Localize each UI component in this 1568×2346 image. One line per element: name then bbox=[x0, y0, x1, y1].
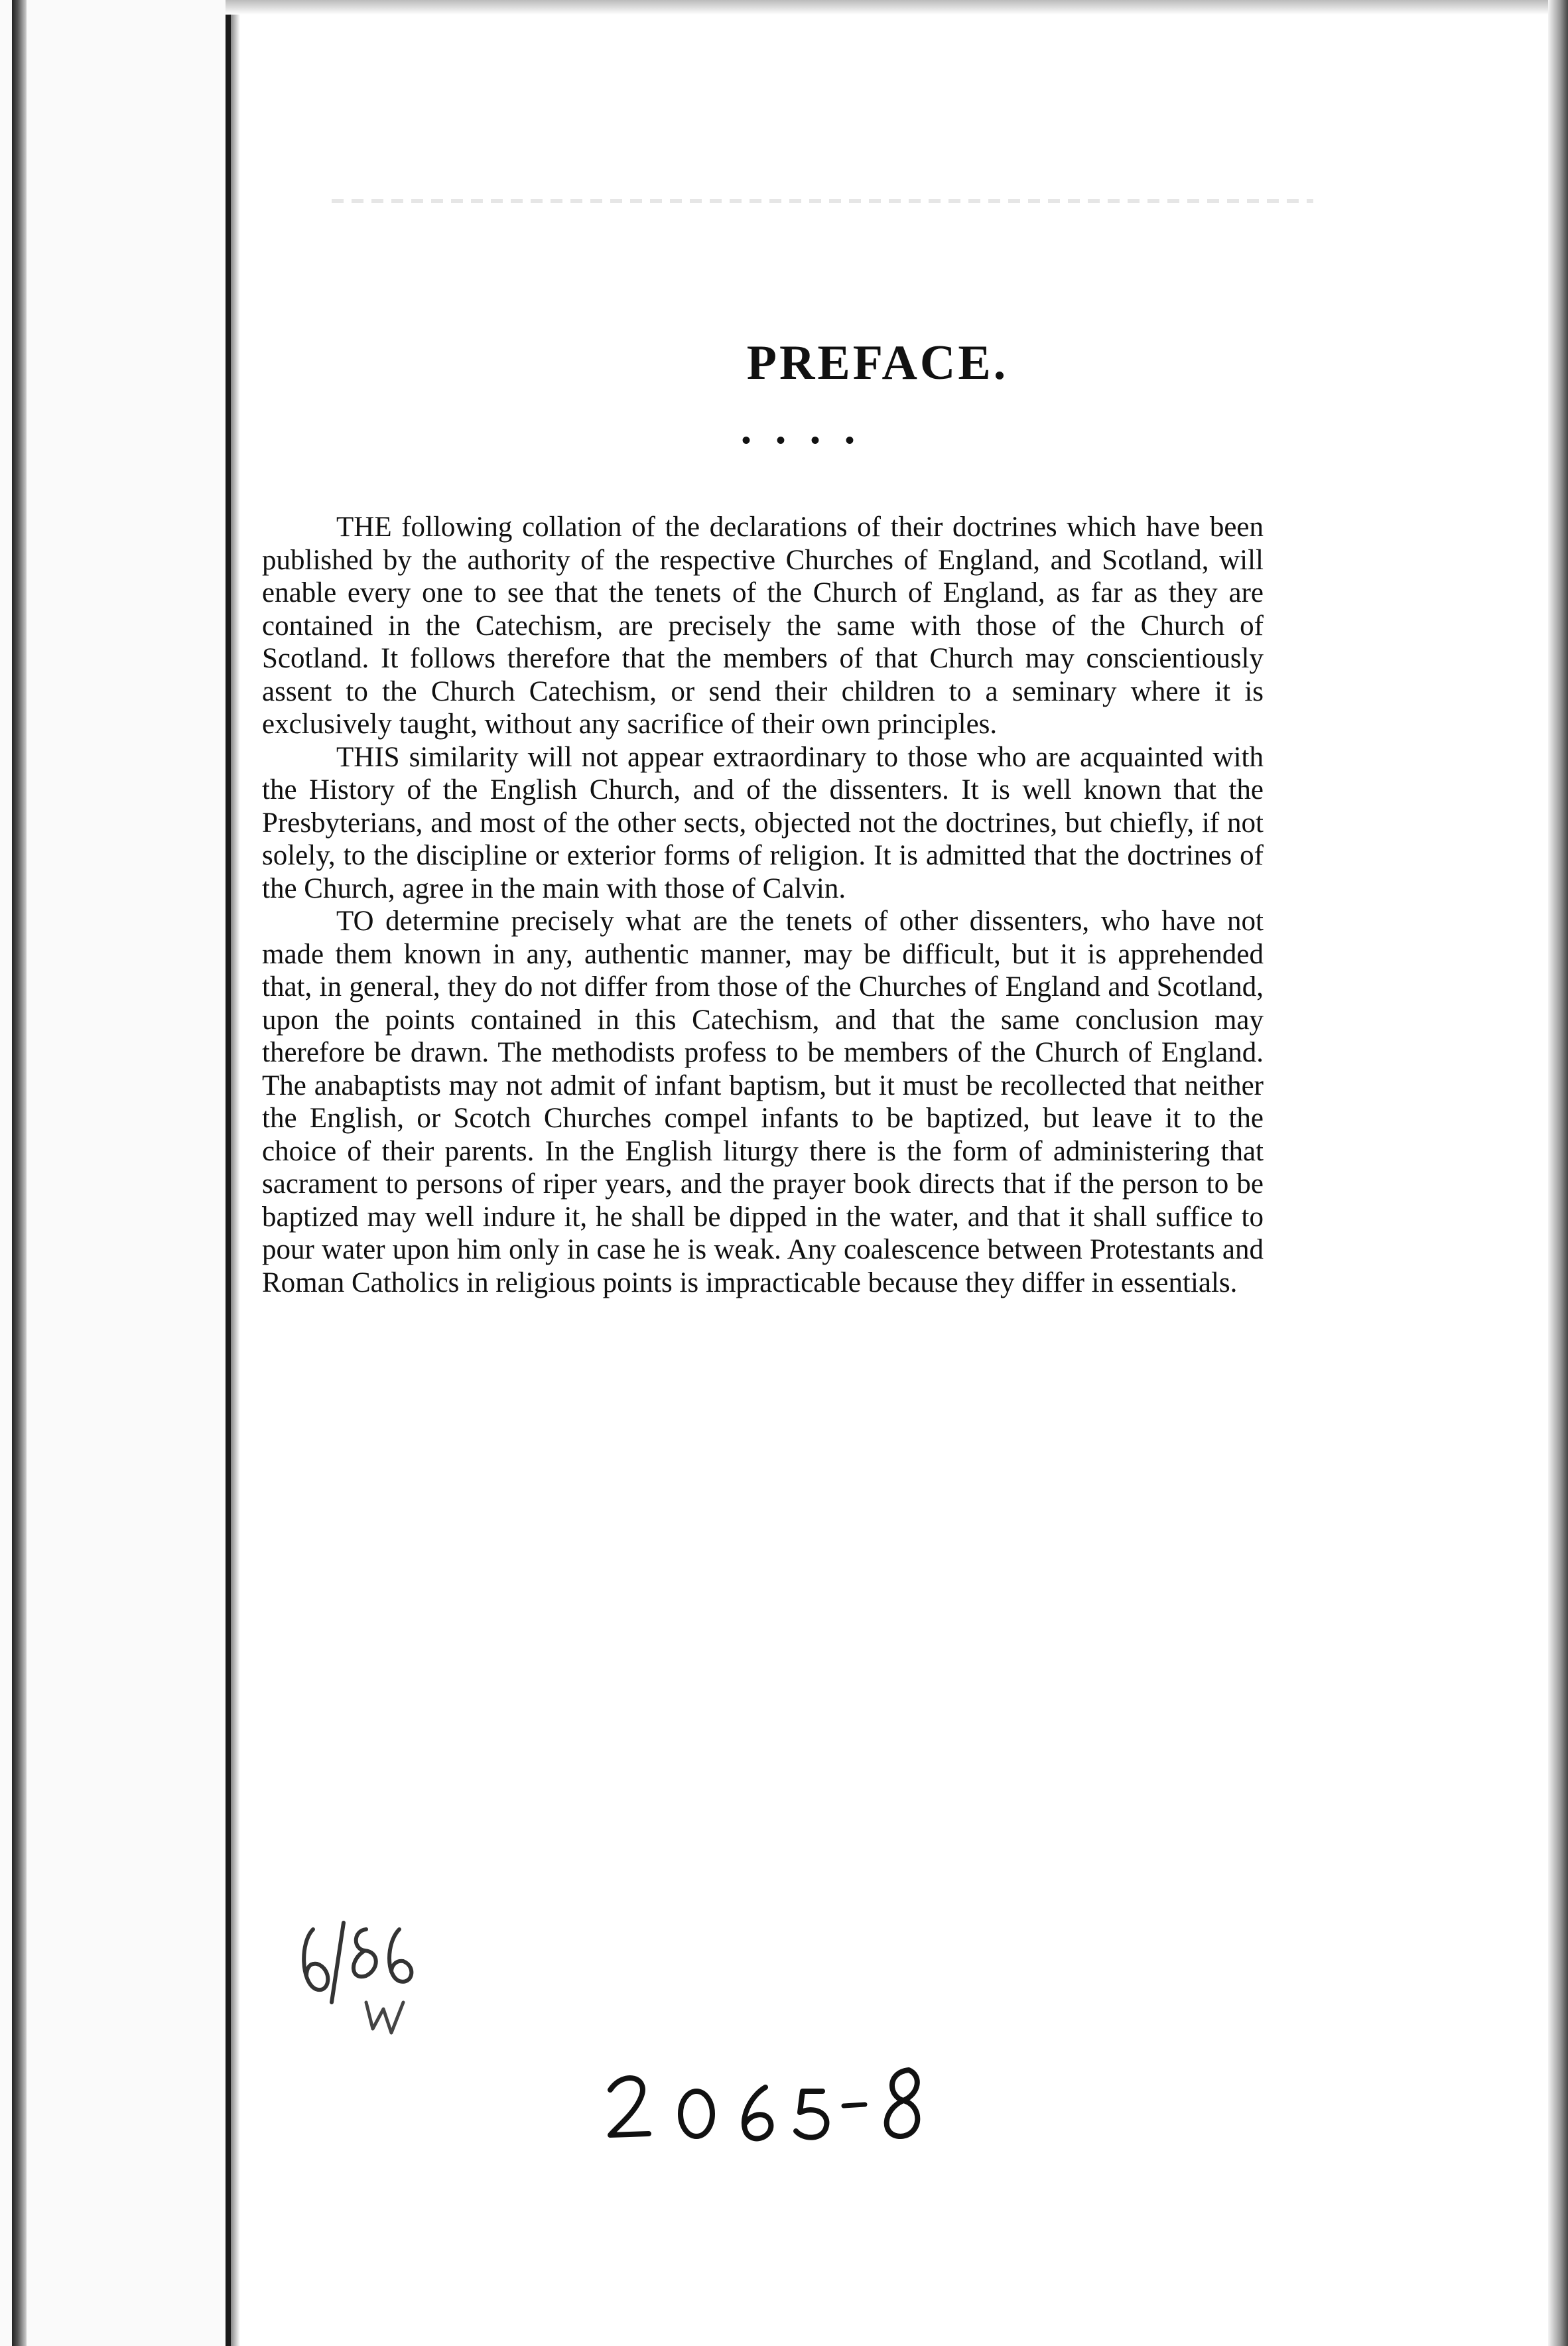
paragraph-3: TO determine precisely what are the tenets of other dissenters, who have not made them known in any, authentic manner, may be difficult, but it is apprehended that, in general, they do not differ from those of the Churches of England and Scotland, upon the points contained in this Catechism, and that the same conclusion may therefore be drawn. The methodists profess to be members of the Church of England. The anabaptists may not admit of infant baptism, but it must be recollected that neither the English, or Scotch Churches compel infants to be baptized, but leave it to the choice of their parents. In the English liturgy there is the form of administering that sacrament to persons of riper years, and the prayer book directs that if the person to be baptized may well indure it, he shall be dipped in the water, and that it shall suffice to pour water upon him only in case he is weak. Any coalescence between Protestants and Roman Catholics in religious points is impracticable because they differ in essentials. bbox=[262, 906, 1264, 1298]
paragraph-2: THIS similarity will not appear extraordinary to those who are acquainted with the History of the English Church, and of the dissenters. It is well known that the Presbyterians, and most of the other sects, objected not the doctrines, but chiefly, if not solely, to the discipline or exterior forms of religion. It is admitted that the doctrines of the Church, agree in the main with those of Calvin. bbox=[262, 741, 1264, 904]
book-right-edge bbox=[1548, 0, 1568, 2346]
handwritten-margin-note bbox=[287, 1903, 479, 2042]
page-title: PREFACE. bbox=[746, 336, 1009, 390]
handwritten-shelf-number bbox=[597, 2057, 942, 2150]
previous-page-margin bbox=[0, 0, 226, 2346]
preface-body bbox=[262, 511, 1264, 1299]
book-left-edge bbox=[12, 0, 27, 2346]
top-shadow bbox=[226, 0, 1552, 15]
page-gutter bbox=[226, 0, 231, 2346]
show-through-rule bbox=[332, 199, 1313, 203]
title-ornament: • • • • bbox=[741, 425, 864, 455]
paragraph-1: THE following collation of the declarations of their doctrines which have been published by the authority of the respective Churches of England, and Scotland, will enable every one to see that the tenets of the Church of England, as far as they are contained in the Catechism, are precisely the same with those of the Church of Scotland. It follows therefore that the members of that Church may conscientiously assent to the Church Catechism, or send their children to a seminary where it is exclusively taught, without any sacrifice of their own principles. bbox=[262, 512, 1264, 740]
